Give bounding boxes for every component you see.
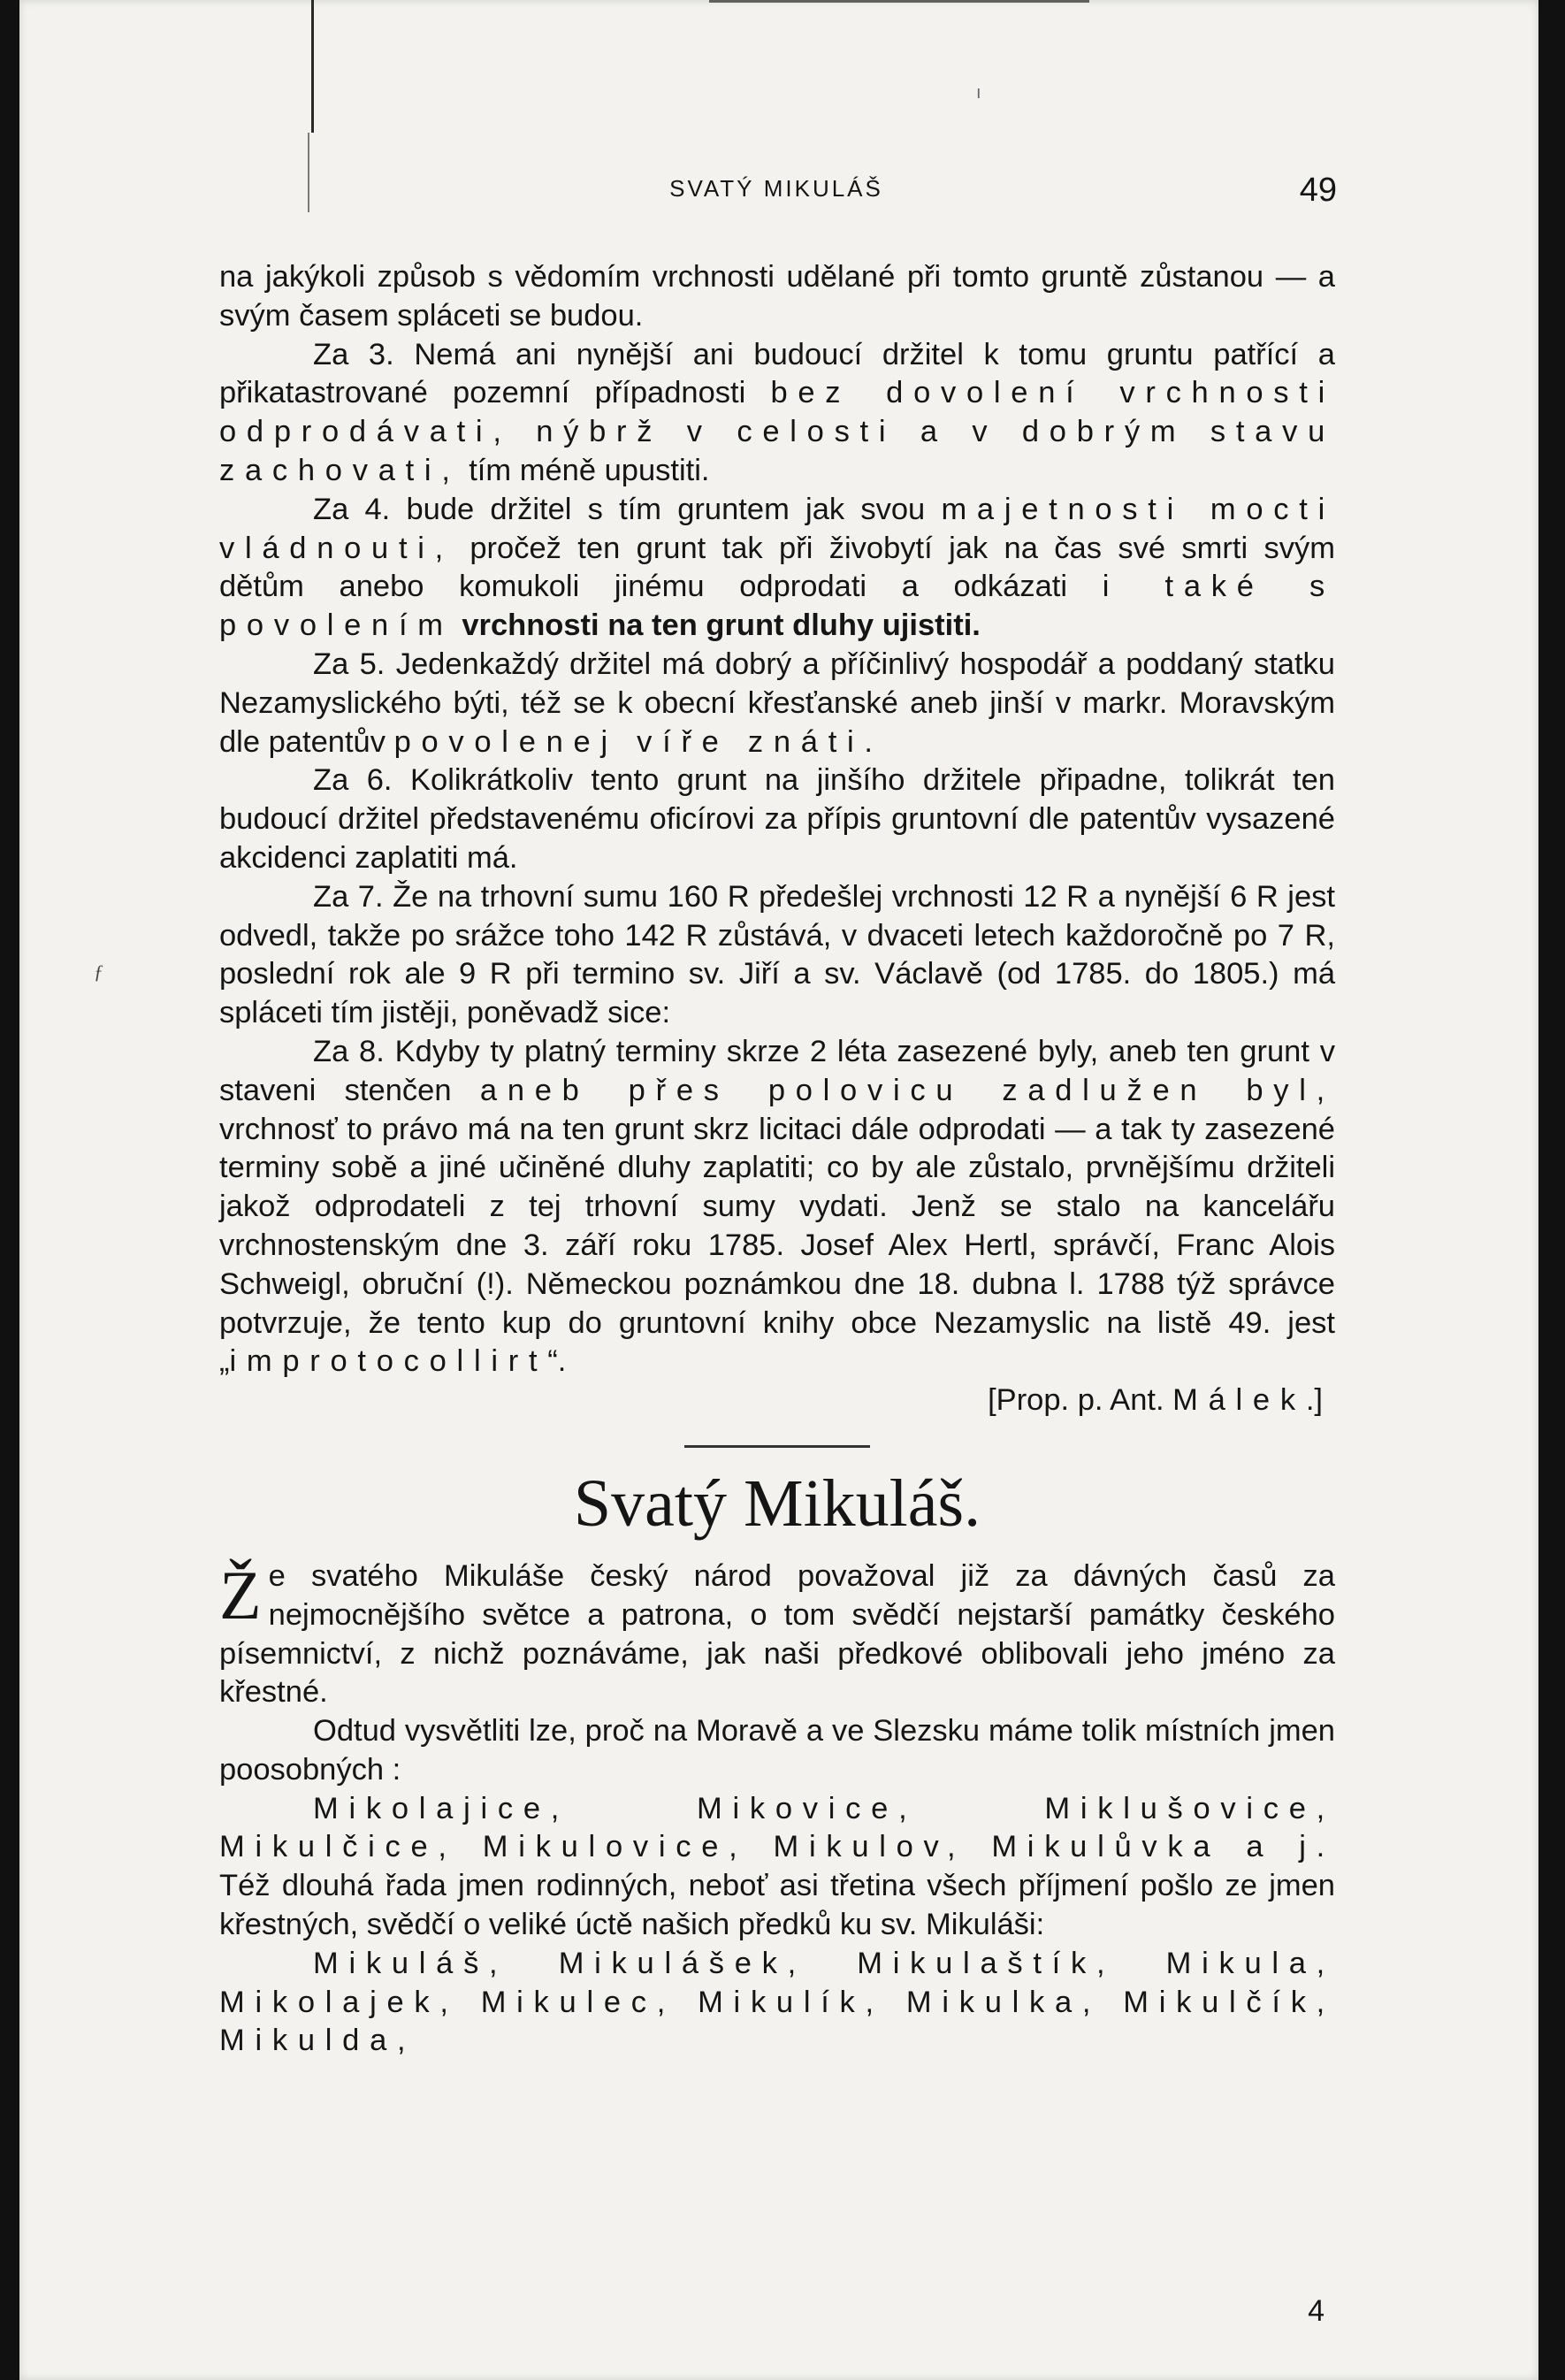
text-run: aneb přes polovicu zadlužen byl,	[479, 1073, 1335, 1107]
signature-mark: 4	[1308, 2294, 1325, 2328]
text-run: vrchnosť to právo má na ten grunt skrz licitaci dále odprodati — a tak ty zasezené terminy sobě a jiné učiněné dluhy zaplatiti; co by ale zůstalo, prvnějšímu držiteli jakož odprodateli z tej trhovní sumy vydati. Jenž se stalo na kancelářu vrchnostenským dne 3. září roku 1785. Josef Alex Hertl, správčí, Franc Alois Schweigl, obruční (!). Německou poznámkou dne 18. dubna l. 1788 týž správce potvrzuje, že tento kup do gruntovní knihy obce Nezamyslic na listě 49. jest „	[219, 1112, 1335, 1379]
top-tick-mark: ı	[976, 83, 981, 103]
text-run: i také s povolením	[219, 570, 1335, 643]
paragraph	[219, 258, 1335, 336]
page-number: 49	[1299, 172, 1337, 209]
text-run: Za 4. bude držitel s tím gruntem jak svou	[313, 492, 942, 526]
running-head: SVATÝ MIKULÁŠ	[669, 175, 883, 202]
paragraph	[219, 336, 1335, 491]
paragraph	[219, 878, 1335, 1033]
source-author: Málek	[1172, 1383, 1306, 1418]
paragraph	[219, 1033, 1335, 1381]
text-run: povolenej víře znáti.	[393, 724, 883, 759]
top-edge-line	[709, 0, 1089, 3]
text-run: vrchnosti na ten grunt dluhy ujistiti.	[462, 608, 981, 643]
page	[19, 0, 1538, 2380]
margin-mark: ƒ	[94, 960, 103, 983]
family-names: Mikuláš, Mikulášek, Mikulaštík, Mikula, Mikolajek, Mikulec, Mikulík, Mikulka, Mikulčík, Mikulda,	[219, 1946, 1335, 2058]
text-run: na jakýkoli způsob s vědomím vrchnosti udělané při tomto gruntě zůstanou — a svým časem spláceti se budou.	[219, 260, 1335, 333]
paragraph	[219, 646, 1335, 761]
place-names: Mikolajice, Mikovice, Miklušovice, Mikulčice, Mikulovice, Mikulov, Mikulůvka a j.	[219, 1791, 1335, 1864]
text-run: “.	[547, 1344, 567, 1379]
text-run: Za 8. Kdyby ty platný terminy skrze 2 léta zasezené byly, aneb ten grunt v staveni stenčen	[219, 1034, 1335, 1107]
text-run: bez dovolení vrchnosti odprodávati, nýbrž v celosti a v dobrým stavu zachovati,	[219, 376, 1335, 487]
binding-line	[311, 0, 314, 133]
source-attribution: [Prop. p. Ant. Málek.]	[988, 1383, 1323, 1418]
text-run: Za 3. Nemá ani nynější ani budoucí držitel k tomu gruntu patřící a přikatastrované pozemní případnosti	[219, 337, 1335, 410]
text-run: tím méně upustiti.	[460, 453, 710, 487]
section-paragraph: Odtud vysvětliti lze, proč na Moravě a ve Slezsku máme tolik místních jmen poosobných :	[219, 1714, 1335, 1787]
text-run: Za 6. Kolikrátkoliv tento grunt na jinšího držitele připadne, tolikrát ten budoucí držitel představenému oficírovi za přípis gruntovní dle patentův vysazené akcidenci zaplatiti má.	[219, 763, 1335, 875]
text-run: pročež ten grunt tak při živobytí jak na čas své smrti svým dětům anebo komukoli jinému odprodati a odkázati	[219, 531, 1335, 604]
text-run: Za 7. Že na trhovní sumu 160 R předešlej vrchnosti 12 R a nynější 6 R jest odvedl, takže po srážce toho 142 R zůstává, v dvaceti letech každoročně po 7 R, poslední rok ale 9 R při termino sv. Jiří a sv. Václavě (od 1785. do 1805.) má spláceti tím jistěji, poněvadž sice:	[219, 879, 1335, 1030]
section-paragraph	[219, 1945, 1335, 2061]
page-body	[219, 258, 1335, 2061]
paragraph	[219, 761, 1335, 877]
section-title: Svatý Mikuláš.	[573, 1465, 981, 1541]
section-paragraph: Že svatého Mikuláše český národ považoval již za dávných časů za nejmocnějšího světce a patrona, o tom svědčí nejstarší památky českého písemnictví, z nichž poznáváme, jak naši předkové oblibovali jeho jméno za křestné.	[219, 1557, 1335, 1710]
text-run: Za 5. Jedenkaždý držitel má dobrý a příčinlivý hospodář a poddaný statku Nezamyslického býti, též se k obecní křesťanské aneb jinší v markr. Moravským dle patentův	[219, 647, 1335, 759]
text-run	[454, 608, 462, 642]
section-paragraph: Mikolajice, Mikovice, Miklušovice, Mikulčice, Mikulovice, Mikulov, Mikulůvka a j. Též dlouhá řada jmen rodinných, neboť asi třetina všech příjmení pošlo ze jmen křestných, svědčí o veliké úctě našich předků ku sv. Mikuláši:	[219, 1791, 1335, 1942]
text-run: improtocollirt	[229, 1344, 548, 1379]
section-divider	[684, 1445, 870, 1448]
text-run: majetnosti mocti vládnouti,	[219, 492, 1335, 565]
page-header	[216, 168, 1337, 212]
drop-cap: Ž	[219, 1557, 262, 1634]
paragraph	[219, 491, 1335, 646]
